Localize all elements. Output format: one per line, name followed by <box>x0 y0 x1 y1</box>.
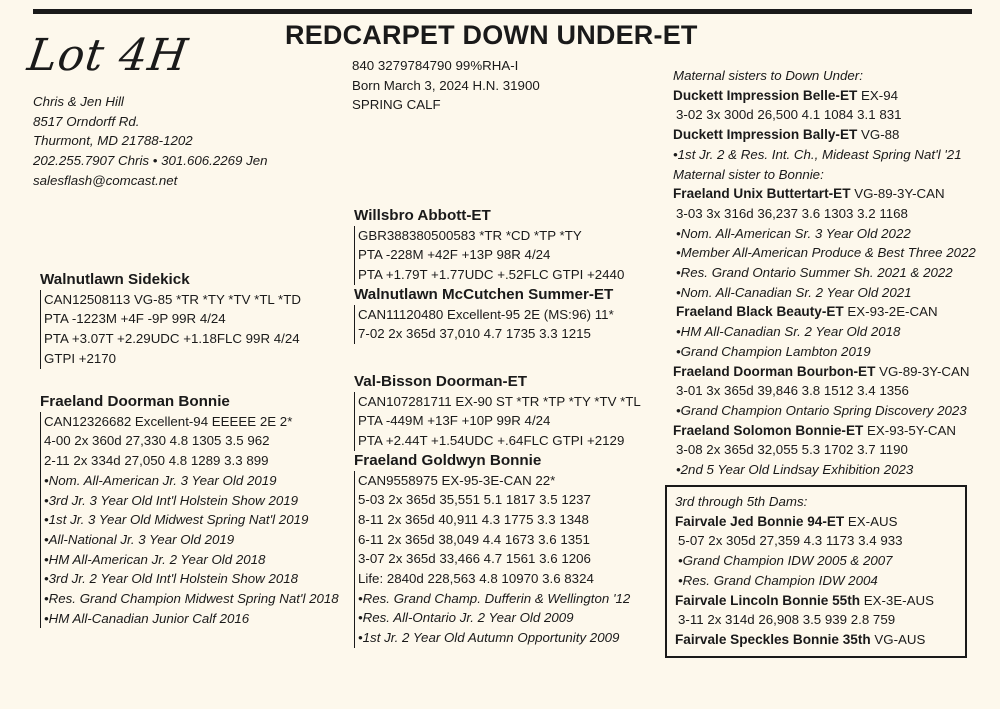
dam-details <box>40 412 339 629</box>
sister-score: EX-93-2E-CAN <box>843 304 938 320</box>
sister-score: VG-89-3Y-CAN <box>850 186 945 202</box>
dam-sire-details <box>354 392 641 451</box>
sister-record: 3-08 2x 365d 32,055 5.3 1702 3.7 1190 <box>676 442 908 458</box>
dam-ancestor-name: Fairvale Lincoln Bonnie 55th <box>675 592 861 608</box>
owner-phone: 202.255.7907 Chris • 301.606.2269 Jen <box>33 153 268 169</box>
registration-line: 840 3279784790 99%RHA-I <box>352 58 519 73</box>
birth-line: Born March 3, 2024 H.N. 31900 <box>352 77 540 93</box>
owner-city: Thurmont, MD 21788-1202 <box>33 133 193 149</box>
dam-honor: •1st Jr. 3 Year Old Midwest Spring Nat'l 2019 <box>44 512 309 528</box>
dam-honor: •3rd Jr. 3 Year Old Int'l Holstein Show 2019 <box>44 492 299 508</box>
owner-address: 8517 Orndorff Rd. <box>33 113 140 129</box>
dam-dam-line: Life: 2840d 228,563 4.8 10970 3.6 8324 <box>358 571 594 587</box>
sire-name: Walnutlawn Sidekick <box>40 271 190 288</box>
sire-details <box>40 290 301 369</box>
sister-honor: •Grand Champion Lambton 2019 <box>676 343 871 359</box>
dam-honor: •HM All-Canadian Junior Calf 2016 <box>44 610 250 626</box>
page-title: REDCARPET DOWN UNDER-ET <box>285 20 698 50</box>
sister-honor: •Member All-American Produce & Best Three 2022 <box>676 245 976 261</box>
dam-honor: •Nom. All-American Jr. 3 Year Old 2019 <box>44 472 277 488</box>
dam-line: 2-11 2x 334d 27,050 4.8 1289 3.3 899 <box>44 453 269 469</box>
dams-box <box>665 485 967 658</box>
sister-honor: •HM All-Canadian Sr. 2 Year Old 2018 <box>676 324 901 340</box>
lot-number: Lot 4H <box>24 30 192 81</box>
maternal-sister-label: Maternal sister to Bonnie: <box>673 166 824 182</box>
dam-ancestor-record: 3-11 2x 314d 26,908 3.5 939 2.8 759 <box>678 612 896 628</box>
sister-honor: •Grand Champion Ontario Spring Discovery 2023 <box>676 402 967 418</box>
dam-dam-line: 6-11 2x 365d 38,049 4.4 1673 3.6 1351 <box>358 531 590 547</box>
owner-contact <box>33 92 268 191</box>
sire-dam-name: Walnutlawn McCutchen Summer-ET <box>354 285 614 303</box>
sister-honor: •2nd 5 Year Old Lindsay Exhibition 2023 <box>676 462 914 478</box>
sire-sire-section <box>354 206 624 344</box>
sister-honor: •Nom. All-Canadian Sr. 2 Year Old 2021 <box>676 284 912 300</box>
sire-line: PTA +3.07T +2.29UDC +1.18FLC 99R 4/24 <box>44 331 300 347</box>
sister-name: Fraeland Black Beauty-ET <box>676 304 844 320</box>
sire-dam-details <box>354 305 624 344</box>
sister-honor: •1st Jr. 2 & Res. Int. Ch., Mideast Spring Nat'l '21 <box>673 146 962 162</box>
sire-sire-details <box>354 226 624 285</box>
sister-honor: •Nom. All-American Sr. 3 Year Old 2022 <box>676 225 911 241</box>
top-rule <box>33 9 972 14</box>
dam-dam-details <box>354 471 641 648</box>
sister-score: EX-93-5Y-CAN <box>863 422 956 438</box>
owner-email: salesflash@comcast.net <box>33 172 178 188</box>
dam-line: CAN12326682 Excellent-94 EEEEE 2E 2* <box>44 413 293 429</box>
sister-record: 3-01 3x 365d 39,846 3.8 1512 3.4 1356 <box>676 383 909 399</box>
dam-sire-line: PTA -449M +13F +10P 99R 4/24 <box>358 413 551 429</box>
owner-name: Chris & Jen Hill <box>33 94 124 109</box>
dam-dam-honor: •1st Jr. 2 Year Old Autumn Opportunity 2009 <box>358 630 620 646</box>
sister-honor: •Res. Grand Ontario Summer Sh. 2021 & 2022 <box>676 265 953 281</box>
dam-dam-line: 5-03 2x 365d 35,551 5.1 1817 3.5 1237 <box>358 492 591 508</box>
dam-dam-line: 3-07 2x 365d 33,466 4.7 1561 3.6 1206 <box>358 551 591 567</box>
dam-ancestor-name: Fairvale Jed Bonnie 94-ET <box>675 513 845 529</box>
sire-line: GTPI +2170 <box>44 350 117 366</box>
sire-line: PTA -1223M +4F -9P 99R 4/24 <box>44 311 226 327</box>
sire-sire-line: PTA +1.79T +1.77UDC +.52FLC GTPI +2440 <box>358 267 625 283</box>
sire-sire-name: Willsbro Abbott-ET <box>354 207 491 224</box>
dam-sire-line: PTA +2.44T +1.54UDC +.64FLC GTPI +2129 <box>358 433 625 449</box>
dam-honor: •Res. Grand Champion Midwest Spring Nat'l 2018 <box>44 591 339 607</box>
dam-dam-line: 8-11 2x 365d 40,911 4.3 1775 3.3 1348 <box>358 511 589 527</box>
dam-line: 4-00 2x 360d 27,330 4.8 1305 3.5 962 <box>44 433 270 449</box>
dam-ancestor-honor: •Grand Champion IDW 2005 & 2007 <box>678 553 893 569</box>
dam-ancestor-score: VG-AUS <box>870 631 926 647</box>
dam-honor: •3rd Jr. 2 Year Old Int'l Holstein Show 2018 <box>44 571 299 587</box>
dam-honor: •All-National Jr. 3 Year Old 2019 <box>44 531 235 547</box>
dam-sire-line: CAN107281711 EX-90 ST *TR *TP *TY *TV *TL <box>358 393 641 409</box>
sister-record: 3-02 3x 300d 26,500 4.1 1084 3.1 831 <box>676 107 902 123</box>
dam-ancestor-record: 5-07 2x 305d 27,359 4.3 1173 3.4 933 <box>678 533 903 549</box>
dam-ancestor-score: EX-3E-AUS <box>860 592 934 608</box>
animal-info <box>352 56 540 115</box>
sister-name: Fraeland Solomon Bonnie-ET <box>673 422 864 438</box>
sister-name: Fraeland Unix Buttertart-ET <box>673 186 851 202</box>
dam-dam-honor: •Res. Grand Champ. Dufferin & Wellington '12 <box>358 590 631 606</box>
dam-section <box>40 392 339 628</box>
sire-line: CAN12508113 VG-85 *TR *TY *TV *TL *TD <box>44 291 301 307</box>
sister-name: Duckett Impression Bally-ET <box>673 127 858 143</box>
sire-dam-line: CAN11120480 Excellent-95 2E (MS:96) 11* <box>358 306 614 322</box>
dam-dam-name: Fraeland Goldwyn Bonnie <box>354 451 542 469</box>
sister-name: Duckett Impression Belle-ET <box>673 87 858 103</box>
sister-record: 3-03 3x 316d 36,237 3.6 1303 3.2 1168 <box>676 205 908 221</box>
dam-dam-line: CAN9558975 EX-95-3E-CAN 22* <box>358 472 556 488</box>
dam-dam-honor: •Res. All-Ontario Jr. 2 Year Old 2009 <box>358 610 574 626</box>
dam-honor: •HM All-American Jr. 2 Year Old 2018 <box>44 551 266 567</box>
sister-score: VG-89-3Y-CAN <box>875 363 970 379</box>
sire-section <box>40 270 301 369</box>
dam-ancestor-name: Fairvale Speckles Bonnie 35th <box>675 631 871 647</box>
dam-ancestor-score: EX-AUS <box>844 513 898 529</box>
sister-name: Fraeland Doorman Bourbon-ET <box>673 363 876 379</box>
sire-sire-line: GBR388380500583 *TR *CD *TP *TY <box>358 227 582 243</box>
dam-sire-section <box>354 372 641 648</box>
dams-box-label: 3rd through 5th Dams: <box>675 494 808 509</box>
sister-score: EX-94 <box>857 87 898 103</box>
dam-ancestor-honor: •Res. Grand Champion IDW 2004 <box>678 572 878 588</box>
maternal-sisters-label: Maternal sisters to Down Under: <box>673 68 863 83</box>
dam-name: Fraeland Doorman Bonnie <box>40 393 230 410</box>
dam-sire-name: Val-Bisson Doorman-ET <box>354 373 527 390</box>
sire-dam-line: 7-02 2x 365d 37,010 4.7 1735 3.3 1215 <box>358 326 591 342</box>
class-line: SPRING CALF <box>352 97 441 113</box>
sire-sire-line: PTA -228M +42F +13P 98R 4/24 <box>358 247 551 263</box>
sister-score: VG-88 <box>857 127 900 143</box>
maternal-family <box>673 66 976 480</box>
